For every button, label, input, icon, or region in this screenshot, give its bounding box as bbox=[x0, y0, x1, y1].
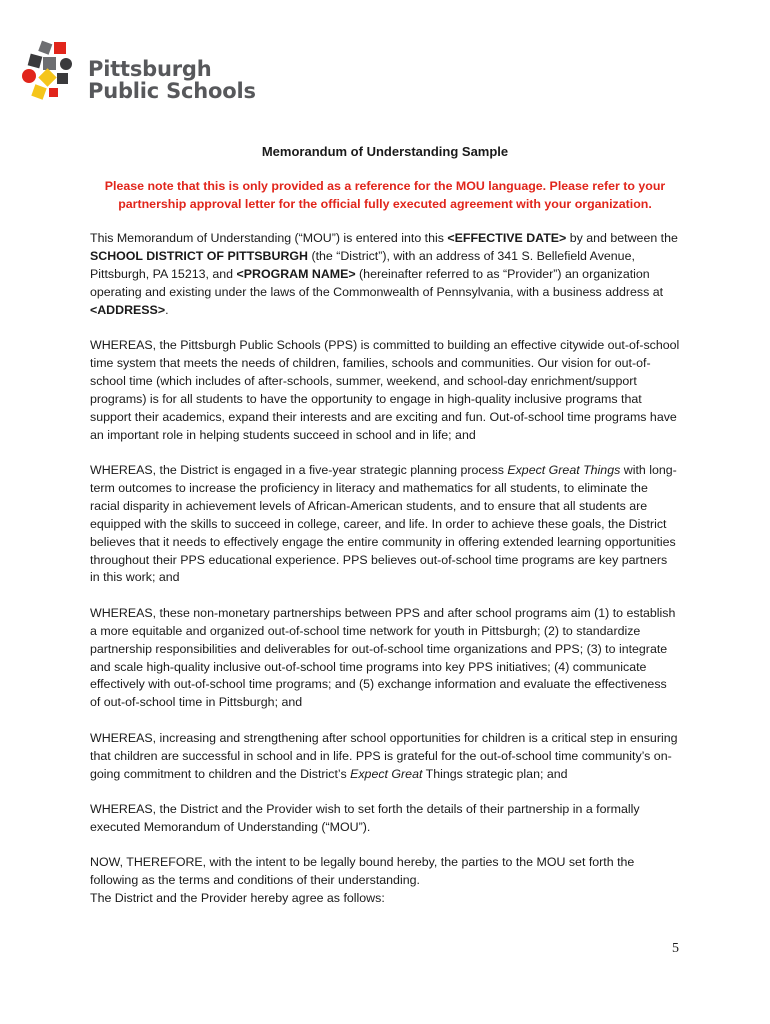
pittsburgh-public-schools-logo bbox=[20, 40, 260, 108]
intro-text-c: (the “District”), with an address of 341 S. Bellefield Avenue, Pittsburgh, PA 15213, and bbox=[90, 248, 635, 281]
effective-date-placeholder: <EFFECTIVE DATE> bbox=[447, 231, 567, 245]
logo-line-2: Public Schools bbox=[88, 79, 256, 103]
intro-text-d: (hereinafter referred to as “Provider”) an organization operating and existing under the laws of the Commonwealth of Pennsylvania, with a business address at bbox=[90, 266, 664, 299]
intro-paragraph bbox=[90, 230, 680, 320]
whereas-4-text-a: WHEREAS, increasing and strengthening after school opportunities for children is a critical step in ensuring that children are successful in school and in life. PPS is grateful for the out-of-school time community’s on-going commitment to children and the District’s bbox=[90, 730, 678, 781]
whereas-paragraph-1: WHEREAS, the Pittsburgh Public Schools (PPS) is committed to building an effective citywide out-of-school time system that meets the needs of children, families, schools and communities. Our vision for out-of-school time (which includes of after-schools, summer, weekend, and school-day enrichment/support programs) is for all students to have the opportunity to engage in high-quality inclusive programs that support their academics, expand their interests and are exciting and fun. Out-of-school time programs have an important role in helping students succeed in school and in life; and bbox=[90, 338, 680, 442]
strategic-plan-name: Expect Great Things bbox=[507, 462, 621, 477]
intro-text-a: This Memorandum of Understanding (“MOU”) is entered into this bbox=[90, 231, 448, 245]
address-placeholder: <ADDRESS> bbox=[90, 302, 166, 317]
district-name: SCHOOL DISTRICT OF PITTSBURGH bbox=[90, 248, 308, 263]
reference-notice: Please note that this is only provided as a reference for the MOU language. Please refer to your partnership approval letter for the official fully executed agreement with your organization. bbox=[104, 179, 666, 211]
strategic-plan-name-partial: Expect Great bbox=[350, 766, 423, 781]
document-body bbox=[90, 230, 680, 908]
intro-text-b: by and between the bbox=[566, 231, 678, 245]
document-title: Memorandum of Understanding Sample bbox=[261, 144, 509, 159]
whereas-paragraph-5: WHEREAS, the District and the Provider wish to set forth the details of their partnership in a formally executed Memorandum of Understanding (“MOU”). bbox=[90, 801, 640, 834]
whereas-4-text-b: Things strategic plan; and bbox=[422, 766, 568, 781]
whereas-paragraph-4 bbox=[90, 730, 680, 784]
whereas-2-text-b: with long-term outcomes to increase the proficiency in literacy and mathematics for all students, to eliminate the racial disparity in achievement levels of African-American students, and to ensure that all students are equipped with the skills to succeed in college, career, and life. In order to achieve these goals, the District believes that it needs to effectively engage the entire community in offering extended learning opportunities throughout their PPS educational experience. PPS believes out-of-school time programs are key partners in this work; and bbox=[90, 462, 677, 585]
intro-text-e: . bbox=[165, 302, 169, 317]
now-therefore-paragraph: NOW, THEREFORE, with the intent to be legally bound hereby, the parties to the MOU set forth the following as the terms and conditions of their understanding. bbox=[90, 855, 635, 888]
logo-mark-icon bbox=[20, 40, 86, 108]
whereas-paragraph-2 bbox=[90, 462, 680, 587]
whereas-2-text-a: WHEREAS, the District is engaged in a five-year strategic planning process bbox=[90, 462, 508, 477]
logo-text bbox=[88, 58, 256, 102]
page-number: 5 bbox=[672, 941, 679, 956]
logo-line-1: Pittsburgh bbox=[88, 57, 212, 81]
whereas-paragraph-3: WHEREAS, these non-monetary partnerships between PPS and after school programs aim (1) to establish a more equitable and organized out-of-school time network for youth in Pittsburgh; (2) to standardize partnership responsibilities and deliverables for out-of-school time organizations and PPS; (3) to integrate and scale high-quality inclusive out-of-school time programs into key PPS initiatives; (4) communicate effectively with out-of-school time programs; and (5) exchange information and evaluate the effectiveness of out-of-school time in Pittsburgh; and bbox=[90, 605, 676, 710]
agreement-lead-in: The District and the Provider hereby agree as follows: bbox=[90, 891, 385, 906]
program-name-placeholder: <PROGRAM NAME> bbox=[236, 266, 356, 281]
